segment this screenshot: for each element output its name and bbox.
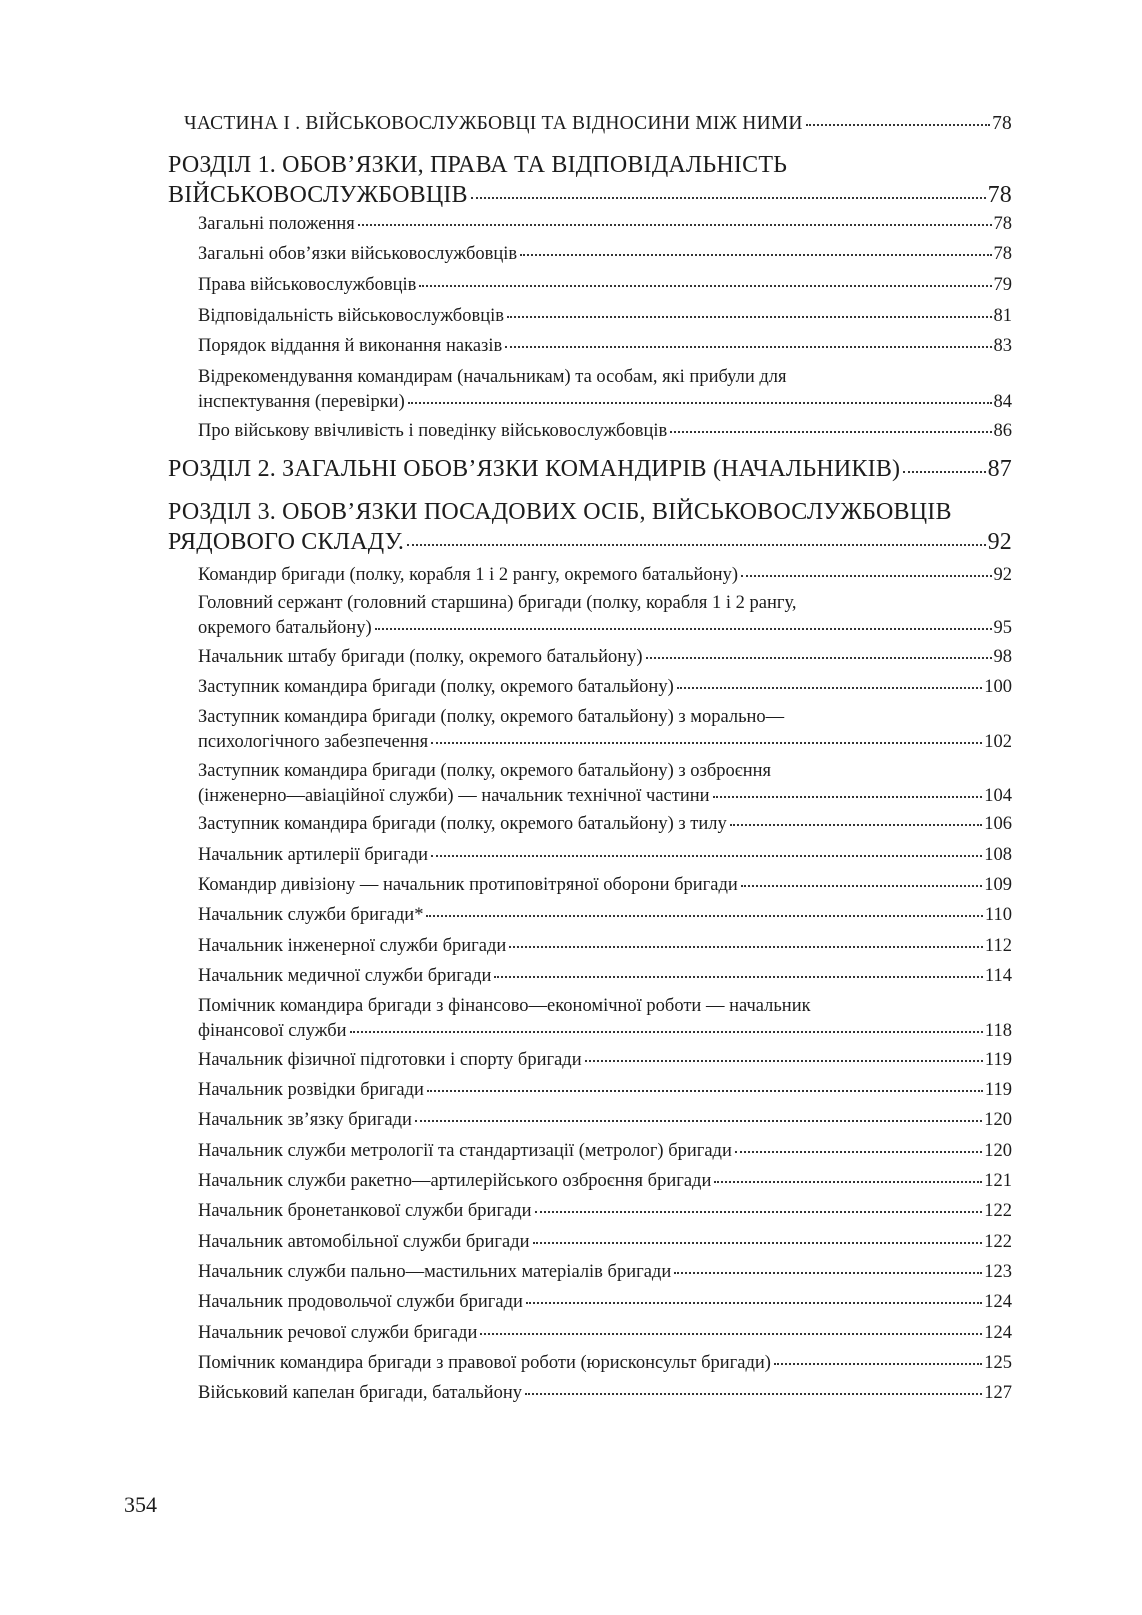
toc-entry-line (168, 527, 1012, 557)
toc-entry-title: Військовий капелан бригади, батальйону (198, 1383, 522, 1403)
toc-entry (168, 1290, 1012, 1315)
toc-entry-title: Командир дивізіону — начальник протиповітряної оборони бригади (198, 875, 738, 895)
toc-entry-page: 84 (993, 392, 1012, 412)
dot-leader (415, 1120, 982, 1122)
toc-entry-title: Начальник продовольчої служби бригади (198, 1292, 523, 1312)
toc-entry-page: 122 (984, 1201, 1012, 1221)
toc-entry-title: Начальник медичної служби бригади (198, 966, 492, 986)
dot-leader (670, 431, 991, 433)
toc-entry-page: 123 (984, 1262, 1012, 1282)
toc-entry (168, 212, 1012, 237)
toc-entry-title: Начальник інженерної служби бригади (198, 936, 507, 956)
toc-entry (168, 705, 1012, 755)
toc-entry-title: Відповідальність військовослужбовців (198, 306, 504, 326)
toc-entry-line-wrap (198, 365, 1012, 390)
toc-entry-page: 119 (984, 1050, 1012, 1070)
dot-leader (505, 346, 991, 348)
page-number: 354 (124, 1492, 157, 1517)
toc-entry-page: 78 (987, 182, 1012, 208)
toc-entry-page: 102 (984, 732, 1012, 752)
dot-leader (509, 946, 983, 948)
toc-entry (168, 334, 1012, 359)
toc-entry (168, 812, 1012, 837)
toc-entry-page: 114 (984, 966, 1012, 986)
toc-entry-page: 106 (984, 814, 1012, 834)
toc-entry-title: Помічник командира бригади з фінансово—економічної роботи — начальник (198, 996, 811, 1016)
toc-entry-line (198, 1139, 1012, 1164)
toc-entry-line (198, 304, 1012, 329)
toc-entry-line (168, 180, 1012, 210)
toc-entry-line (198, 1351, 1012, 1376)
toc-entry-page: 81 (993, 306, 1012, 326)
toc-entry-line-wrap (198, 591, 1012, 616)
toc-entry-line (198, 1169, 1012, 1194)
toc-entry-title: Начальник речової служби бригади (198, 1323, 478, 1343)
toc-entry-page: 95 (993, 618, 1012, 638)
toc-entry-page: 122 (984, 1232, 1012, 1252)
dot-leader (741, 575, 992, 577)
toc-entry-page: 79 (993, 275, 1012, 295)
toc-entry (168, 497, 1012, 557)
toc-entry (168, 304, 1012, 329)
toc-entry (168, 1048, 1012, 1073)
dot-leader (419, 285, 991, 287)
dot-leader (358, 224, 992, 226)
toc-entry-line (198, 616, 1012, 641)
dot-leader (494, 976, 983, 978)
toc-entry-line (198, 873, 1012, 898)
toc-entry-page: 109 (984, 875, 1012, 895)
toc-entry-title: Помічник командира бригади з правової роботи (юрисконсульт бригади) (198, 1353, 771, 1373)
toc-entry-page: 110 (984, 905, 1012, 925)
toc-entry-page: 121 (984, 1171, 1012, 1191)
toc-entry (168, 1139, 1012, 1164)
toc-entry-line (198, 419, 1012, 444)
dot-leader (903, 471, 985, 473)
toc-entry-page: 108 (984, 845, 1012, 865)
toc-entry-page: 78 (993, 214, 1012, 234)
dot-leader (674, 1272, 982, 1274)
toc-entry (168, 994, 1012, 1044)
toc-entry-title: Права військовослужбовців (198, 275, 417, 295)
toc-entry-line (198, 1321, 1012, 1346)
dot-leader (735, 1151, 982, 1153)
toc-entry-title: фінансової служби (198, 1021, 347, 1041)
toc-entry-line-wrap (198, 759, 1012, 784)
dot-leader (646, 657, 992, 659)
toc-entry-page: 120 (984, 1141, 1012, 1161)
toc-entry-line-wrap (198, 705, 1012, 730)
toc-entry (168, 591, 1012, 641)
toc-entry (168, 1169, 1012, 1194)
dot-leader (806, 124, 990, 126)
toc-entry-page: 98 (993, 647, 1012, 667)
toc-entry-page: 124 (984, 1292, 1012, 1312)
toc-entry-title: РЯДОВОГО СКЛАДУ. (168, 529, 405, 555)
dot-leader (525, 1393, 982, 1395)
dot-leader (714, 1181, 982, 1183)
toc-entry-line-wrap (198, 994, 1012, 1019)
dot-leader (471, 197, 986, 199)
dot-leader (677, 687, 983, 689)
dot-leader (713, 796, 983, 798)
dot-leader (730, 824, 983, 826)
toc-entry-line (198, 1199, 1012, 1224)
toc-entry-line-wrap (168, 150, 1012, 180)
dot-leader (520, 254, 991, 256)
toc-entry-line (198, 645, 1012, 670)
toc-entry (168, 454, 1012, 484)
toc-entry-title: (інженерно—авіаційної служби) — начальник технічної частини (198, 786, 710, 806)
toc-entry-page: 100 (984, 677, 1012, 697)
toc-entry-page: 83 (993, 336, 1012, 356)
toc-entry-title: Начальник фізичної підготовки і спорту бригади (198, 1050, 582, 1070)
toc-entry-page: 118 (984, 1021, 1012, 1041)
toc-entry-title: психологічного забезпечення (198, 732, 429, 752)
toc-entry (168, 675, 1012, 700)
dot-leader (408, 402, 992, 404)
toc-entry-page: 87 (987, 456, 1012, 482)
dot-leader (526, 1302, 982, 1304)
toc-entry-title: ВІЙСЬКОВОСЛУЖБОВЦІВ (168, 182, 468, 208)
toc-entry-title: РОЗДІЛ 1. ОБОВ’ЯЗКИ, ПРАВА ТА ВІДПОВІДАЛЬНІСТЬ (168, 152, 788, 178)
toc-entry (168, 419, 1012, 444)
toc-entry-line (198, 903, 1012, 928)
toc-entry-title: Начальник бронетанкової служби бригади (198, 1201, 532, 1221)
toc-entry-line (198, 1078, 1012, 1103)
toc-entry-line (168, 454, 1012, 484)
toc-entry (168, 843, 1012, 868)
toc-entry-page: 78 (993, 244, 1012, 264)
dot-leader (350, 1031, 983, 1033)
toc-entry-page: 92 (993, 565, 1012, 585)
toc-entry-title: Про військову ввічливість і поведінку військовослужбовців (198, 421, 668, 441)
toc-entry-title: РОЗДІЛ 2. ЗАГАЛЬНІ ОБОВ’ЯЗКИ КОМАНДИРІВ (НАЧАЛЬНИКІВ) (168, 456, 901, 482)
toc-entry-title: Заступник командира бригади (полку, окремого батальйону) з озброєння (198, 761, 772, 781)
toc-entry-title: Начальник служби ракетно—артилерійського озброєння бригади (198, 1171, 712, 1191)
toc-entry-title: Начальник служби бригади* (198, 905, 424, 925)
toc-entry-page: 104 (984, 786, 1012, 806)
toc-entry (168, 563, 1012, 588)
toc-entry-title: Командир бригади (полку, корабля 1 і 2 рангу, окремого батальйону) (198, 565, 738, 585)
toc-entry-title: Відрекомендування командирам (начальникам) та особам, які прибули для (198, 367, 787, 387)
toc-entry (168, 273, 1012, 298)
toc-entry-title: Начальник артилерії бригади (198, 845, 429, 865)
toc-entry-line (198, 1019, 1012, 1044)
dot-leader (375, 628, 992, 630)
toc-entry-line (198, 1048, 1012, 1073)
toc-entry-page: 120 (984, 1110, 1012, 1130)
toc-entry-title: Заступник командира бригади (полку, окремого батальйону) з тилу (198, 814, 727, 834)
toc-entry-title: інспектування (перевірки) (198, 392, 405, 412)
toc-entry-line (198, 1381, 1012, 1406)
toc-entry-line (198, 390, 1012, 415)
toc-entry-page: 119 (984, 1080, 1012, 1100)
toc-entry-title: Начальник зв’язку бригади (198, 1110, 412, 1130)
toc-entry (168, 1260, 1012, 1285)
toc-entry (168, 242, 1012, 267)
toc-entry-line (198, 812, 1012, 837)
toc-entry-title: Заступник командира бригади (полку, окремого батальйону) з морально— (198, 707, 785, 727)
toc-entry-line (198, 1108, 1012, 1133)
toc-entry-line (198, 334, 1012, 359)
dot-leader (431, 855, 982, 857)
toc-entry-line (198, 730, 1012, 755)
toc-entry-title: Порядок віддання й виконання наказів (198, 336, 503, 356)
toc-entry-line (198, 934, 1012, 959)
toc-entry-line-wrap (168, 497, 1012, 527)
toc-entry-title: Начальник служби метрології та стандартизації (метролог) бригади (198, 1141, 732, 1161)
dot-leader (533, 1242, 983, 1244)
toc-entry (168, 1321, 1012, 1346)
dot-leader (585, 1060, 983, 1062)
toc-entry-line (198, 1260, 1012, 1285)
toc-entry-line (198, 843, 1012, 868)
toc-entry (168, 759, 1012, 809)
toc-entry-line (198, 273, 1012, 298)
toc-entry-title: Загальні обов’язки військовослужбовців (198, 244, 518, 264)
toc-entry (168, 964, 1012, 989)
toc-entry-line (198, 784, 1012, 809)
dot-leader (480, 1333, 982, 1335)
toc-entry (168, 873, 1012, 898)
toc-entry-title: окремого батальйону) (198, 618, 372, 638)
dot-leader (427, 1090, 983, 1092)
toc-entry-line (198, 212, 1012, 237)
dot-leader (407, 544, 986, 546)
toc-entry-title: Начальник розвідки бригади (198, 1080, 424, 1100)
toc-entry-title: Головний сержант (головний старшина) бригади (полку, корабля 1 і 2 рангу, (198, 593, 797, 613)
toc-entry-title: Загальні положення (198, 214, 355, 234)
toc-entry-page: 125 (984, 1353, 1012, 1373)
toc-entry (168, 1078, 1012, 1103)
toc-entry-line (198, 964, 1012, 989)
toc-entry-line (198, 1290, 1012, 1315)
toc-entry (168, 110, 1012, 138)
toc-entry-page: 124 (984, 1323, 1012, 1343)
toc-entry-title: Начальник служби пально—мастильних матеріалів бригади (198, 1262, 672, 1282)
toc-entry (168, 645, 1012, 670)
toc-entry-page: 127 (984, 1383, 1012, 1403)
toc-entry (168, 903, 1012, 928)
toc-entry-title: ЧАСТИНА І . ВІЙСЬКОВОСЛУЖБОВЦІ ТА ВІДНОСИНИ МІЖ НИМИ (184, 113, 803, 134)
dot-leader (507, 316, 992, 318)
toc-entry-page: 92 (987, 529, 1012, 555)
toc-entry-line (198, 242, 1012, 267)
dot-leader (741, 885, 982, 887)
toc-entry-page: 86 (993, 421, 1012, 441)
dot-leader (426, 915, 982, 917)
toc-entry (168, 365, 1012, 415)
toc-entry-line (198, 1230, 1012, 1255)
toc-entry (168, 1381, 1012, 1406)
toc-entry (168, 1230, 1012, 1255)
toc-entry-line (198, 675, 1012, 700)
toc-entry (168, 150, 1012, 210)
toc-entry (168, 1351, 1012, 1376)
toc-entry-title: РОЗДІЛ 3. ОБОВ’ЯЗКИ ПОСАДОВИХ ОСІБ, ВІЙСЬКОВОСЛУЖБОВЦІВ (168, 499, 952, 525)
toc-entry-page: 78 (992, 113, 1012, 134)
toc-entry-line (198, 563, 1012, 588)
toc-entry-page: 112 (984, 936, 1012, 956)
toc-entry (168, 934, 1012, 959)
toc-entry-title: Начальник штабу бригади (полку, окремого батальйону) (198, 647, 643, 667)
toc-entry-title: Заступник командира бригади (полку, окремого батальйону) (198, 677, 674, 697)
dot-leader (774, 1363, 982, 1365)
dot-leader (431, 742, 982, 744)
dot-leader (535, 1211, 983, 1213)
toc-entry (168, 1108, 1012, 1133)
toc-entry-title: Начальник автомобільної служби бригади (198, 1232, 530, 1252)
toc-entry (168, 1199, 1012, 1224)
toc-entry-line (184, 110, 1012, 138)
